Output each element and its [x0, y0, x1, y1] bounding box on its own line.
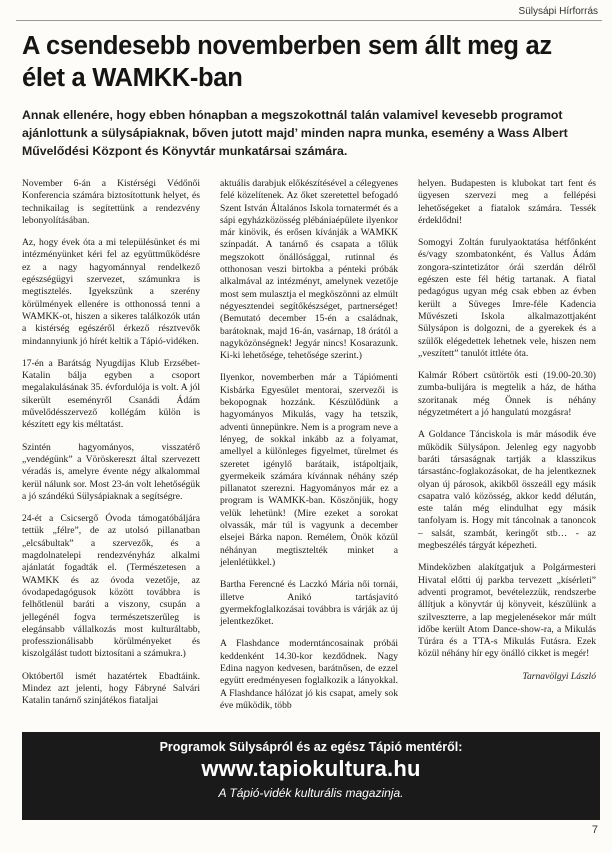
column-2 — [220, 178, 398, 730]
article-body — [22, 178, 596, 730]
paragraph: November 6-án a Kistérségi Védőnői Konferencia számára biztosítottunk helyet, és technikailag is segítettünk a rendezvény lebonyolításában. — [22, 178, 200, 226]
paragraph: Októbertől ismét hazatértek Ebadtáink. Mindez azt jelenti, hogy Fábryné Salvári Katalin tanárnő szinjátékos fiataljai — [22, 670, 200, 707]
paragraph: aktuális darabjuk előkészítésével a célegyenes felé közelítenek. Az őket szeretettel befogadó Szent István Általános Iskola tornatermét és a sápi egyházközösség plébániaépülete ilyenkor már kinövik, és erősen kívánják a WAMKK színpadát. A tanárnő és csapata a tőlük megszokott önállósággal, rutinnal és otthonosan veszi birtokba a pénteki próbák alkalmával az intézményt, amelynek vezetője most sem mulasztja el megköszönni az elmúlt négyesztendei segítőkészséget, partnerséget! (Bemutató december 15-én a családnak, barátoknak, majd 16-án, vasárnap, 18 órától a nagyközönségnek! Jegyár nincs! Kosarazunk. Ki-ki lehetősége, tehetősége szerint.) — [220, 178, 398, 362]
paragraph: 17-én a Barátság Nyugdíjas Klub Erzsébet-Katalin bálja egyben a csoport megalakulásának 35. évfordulója is volt. A jól sikerült eseményről Csanádi Ádám művelődésszervező kollégám külön is készített egy kis méltatást. — [22, 357, 200, 431]
article-headline: A csendesebb novemberben sem állt meg az élet a WAMKK-ban — [22, 32, 552, 92]
column-3 — [418, 178, 596, 730]
paragraph: 24-ét a Csicsergő Óvoda támogatóbáljára tettük „félre”, de az utolsó pillanatban „elcsábultak” a szervezők, és a magdolnatelepi rendezvényház alkalmi ajánlatát fogadták el. (Természetesen a WAMKK és az óvoda vezetője, az óvodapedagógusok között továbbra is felhőtlenül baráti a viszony, csupán a jellegénél fogva természetszerűleg is elegánsabb vállalkozás most kulturáltabb, professzionálisabb körülményeket és kiszolgálást tudott biztosítani a számukra.) — [22, 513, 200, 660]
article-lead: Annak ellenére, hogy ebben hónapban a megszokottnál talán valamivel kevesebb programot ajánlottunk a sülysápiaknak, bőven jutott majd’ minden napra munka, esemény a Wass Albert Művelődési Központ és Könyvtár munkatársai számára. — [22, 108, 568, 158]
paragraph: Ilyenkor, novemberben már a Tápiómenti Kisbárka Egyesület mentorai, szervezői is bekopognak hozzánk. Készülődünk a hagyományos Mikulás, vagy ha tetszik, adventi ünnepünkre. Nem is a program neve a lényeg, de sokkal inkább az a folyamat, amellyel a különleges figyelmet, türelmet és szeretet igénylő barátaik, istápoltjaik, gyermekeik számára kívánnak néhány szép pillanatot szerezni. Hagyományos már ez a program is WAMKK-ban. Köszönjük, hogy velük lehetünk! (Mire ezeket a sorokat olvassák, már túl is vagyunk a december elsejei Bárka napon. Remélem, Önök közül néhányan megtisztelték minket a jelenlétükkel.) — [220, 372, 398, 568]
paragraph: Kalmár Róbert csütörtök esti (19.00-20.30) zumba-bulijára is megtelik a ház, de hátha szoritanak még Önnek is néhány négyzetmétert a jó hangulatú mozgásra! — [418, 370, 596, 419]
paragraph: Az, hogy évek óta a mi településünket és mi intézményünket kéri fel az együttműködésre ez a nagy hagyománnyal rendelkező egészségügyi szervezet, számunkra is megtisztelés. Igyekszünk a szerény körülmények ellenére is otthonossá tenni a WAMKK-ot, hiszen a sikeres találkozók után a kistérség egészéről érkező résztvevők mindannyiunk jó hírét keltik a Tápió-vidéken. — [22, 237, 200, 347]
paragraph: helyen. Budapesten is klubokat tart fent és ügyesen szervezi meg a fellépési lehetőségeket a fiatalok számára. Tessék érdeklődni! — [418, 178, 596, 226]
paragraph: A Flashdance moderntáncosainak próbái keddenként 14.30-kor kezdődnek. Nagy Edina nagyon kedvesen, barátnősen, de ezzel együtt eredményesen foglalkozik a lányokkal. A Flashdance hálózat jó kis csapat, amely sok éve működik, több — [220, 638, 398, 711]
page-number: 7 — [591, 824, 598, 836]
author-signature: Tarnavölgyi László — [522, 670, 596, 682]
banner-tagline: A Tápió-vidék kulturális magazinja. — [218, 786, 404, 800]
paragraph: Bartha Ferencné és Laczkó Mária női tornái, illetve Anikó tartásjavító gyermekfoglalkozásai továbbra is várják az új jelentkezőket. — [220, 579, 398, 628]
header-rule — [16, 6, 602, 21]
banner-heading: Programok Sülysápról és az egész Tápió mentéről: — [159, 740, 463, 754]
promo-banner — [22, 732, 600, 820]
paragraph: Mindeközben alakítgatjuk a Polgármesteri Hivatal előtti új parkba tervezett „kísérleti” adventi programot, bevételezzük, rendszerbe állítjuk a könyvtár új könyveit, készülünk a szilveszterre, a lap megjelenésekor már múlt időbe került Atom Dance-show-ra, a Mikulás Túrára és a TTA-s Mikulás Futásra. Ezek közül néhány hír egy önálló cikket is megér! — [418, 562, 596, 660]
column-1 — [22, 178, 200, 730]
paragraph: Szintén hagyományos, visszatérő „vendégünk” a Vöröskereszt által szervezett véradás is, amelyre évente négy alkalommal kerül nálunk sor. Most 23-án volt lehetőségük a jó szándékú Sülysápiaknak a segítségre. — [22, 441, 200, 502]
running-head: Sülysápi Hírforrás — [518, 6, 598, 17]
paragraph: A Goldance Tánciskola is már második éve működik Sülysápon. Jelenleg egy nagyobb baráti társaságnak tartják a klasszikus társastánc-foglakozásokat, de ha jelentkeznek olyan új párosok, akikből összeáll egy másik csapatra való közösség, akkor kedd délután, este talán még elindulhat egy másik tanfolyam is. Hogy mit táncolnak a tanoncok – salsát, szambát, keringőt stb… - az megbeszélés tárgyát képezheti. — [418, 429, 596, 552]
paragraph: Somogyi Zoltán furulyaoktatása hétfőnként és/vagy szombatonként, és Vallus Ádám zongora-szintetizátor órái szerdán délről egészen este fél hétig tartanak. A fiatal pedagógus ugyan még csak ebben az évben került a Süveges Imre-féle Kadencia Művészeti Iskola alkalmazottjaként Sülysápon is dolgozni, de a gyerekek és a szülők elégedettek lehetnek vele, hiszen nem „veszített” tanulót ittléte óta. — [418, 237, 596, 359]
banner-url: www.tapiokultura.hu — [201, 756, 421, 781]
